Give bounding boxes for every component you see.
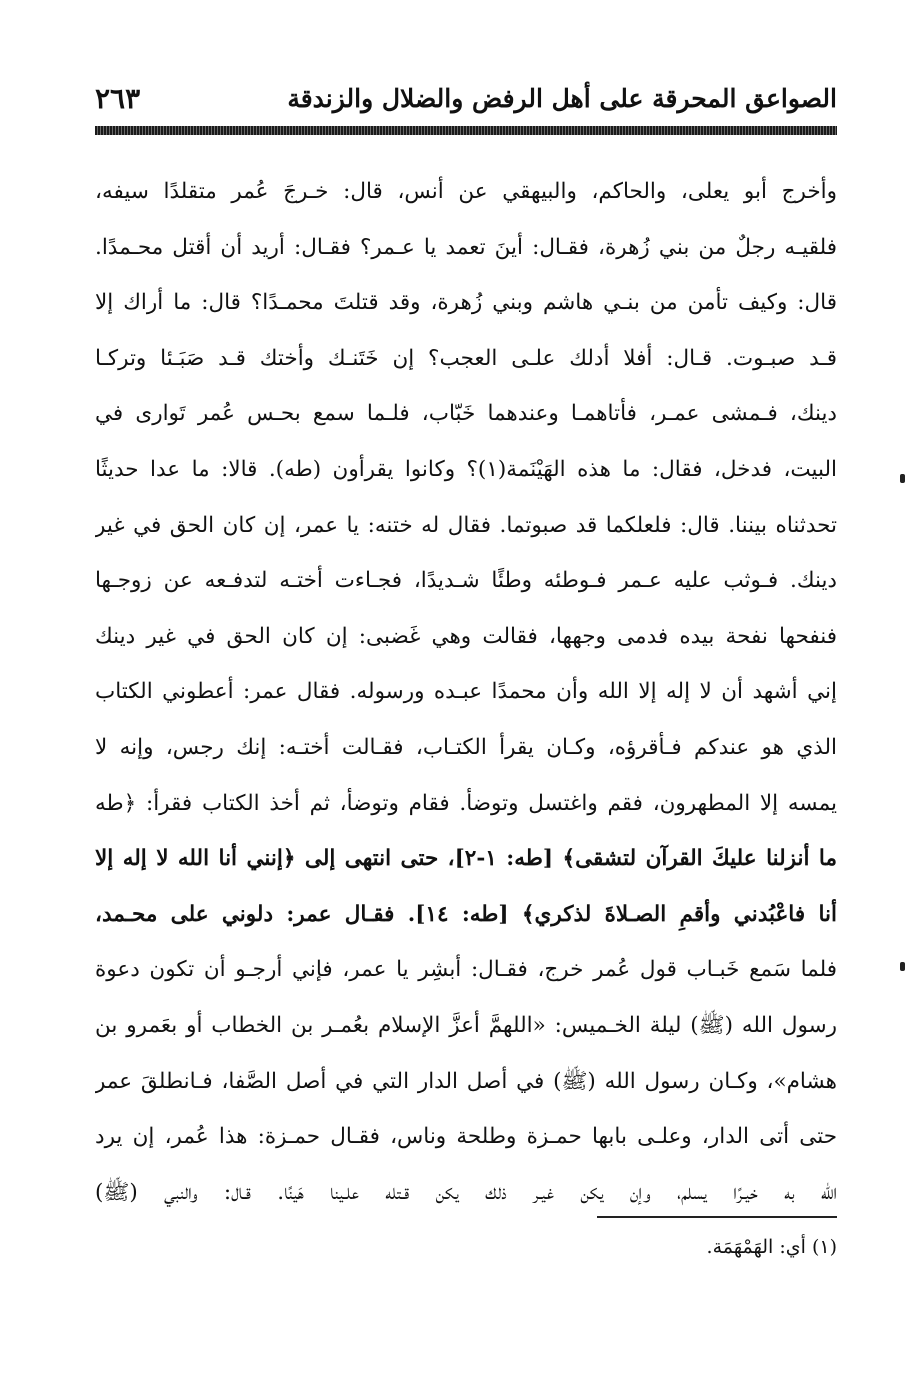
text-line: الذي هو عندكم فـأقرؤه، وكـان يقرأ الكتـاب، فقـالت أختـه: إنك رجس، وإنه لا xyxy=(95,734,837,760)
footnote: (١) أي: الهَمْهَمَة. xyxy=(706,1236,837,1258)
text-line: دينك. فـوثب عليه عـمر فـوطئه وطئًا شـديدًا، فجـاءت أختـه لتدفـعه عن زوجـها xyxy=(95,568,837,594)
text-line: دينك، فـمشى عمـر، فأتاهمـا وعندهما خَبّاب، فلـما سمع بحـس عُمر تَوارى في xyxy=(95,401,837,427)
text-line: فلما سَمع خَبـاب قول عُمر خرج، فقـال: أبشِر يا عمر، فإني أرجـو أن تكون دعوة xyxy=(95,957,837,983)
main-text xyxy=(95,172,837,1228)
header-rule xyxy=(95,126,837,135)
text-line: فنفحها نفحة بيده فدمى وجهها، فقالت وهي غَضبى: إن كان الحق في غير دينك xyxy=(95,623,837,649)
text-line: قال: وكيف تأمن من بنـي هاشم وبني زُهرة، وقد قتلتَ محمـدًا؟ قال: ما أراك إلا xyxy=(95,290,837,316)
text-line: يمسه إلا المطهرون، فقم واغتسل وتوضأ. فقام وتوضأ، ثم أخذ الكتاب فقرأ: ﴿طه xyxy=(95,790,837,816)
margin-dot xyxy=(900,962,905,971)
margin-dot xyxy=(900,474,905,483)
page-header xyxy=(95,78,837,118)
text-line: رسول الله (ﷺ) ليلة الخـميس: «اللهمَّ أعزَّ الإسلام بعُمـر بن الخطاب أو بعَمرو بن xyxy=(95,1012,837,1038)
text-line: فلقيـه رجلٌ من بني زُهرة، فقـال: أينَ تعمد يا عـمر؟ فقـال: أريد أن أقتل محـمدًا. xyxy=(95,234,837,260)
text-line: حتى أتى الدار، وعلـى بابها حمـزة وطلحة وناس، فقـال حمـزة: هذا عُمر، إن يرد xyxy=(95,1124,837,1150)
quran-verse-line: ما أنزلنا عليكَ القرآن لتشقى﴾ [طه: ١-٢]، حتى انتهى إلى ﴿إنني أنا الله لا إله إلا xyxy=(95,846,837,872)
page-number: ٢٦٣ xyxy=(95,81,141,115)
running-title: الصواعق المحرقة على أهل الرفض والضلال والزندقة xyxy=(287,83,837,113)
text-line: البيت، فدخل، فقال: ما هذه الهَيْنَمة(١)؟ وكانوا يقرأون (طه). قالا: ما عدا حديثًا xyxy=(95,456,837,482)
text-line: الله به خيـرًا يسلم، وإن يكن غيـر ذلك يكن قـتله علـينا هَينًا. قـال: والنبي (ﷺ) xyxy=(95,1179,837,1205)
text-line: قـد صبـوت. قـال: أفلا أدلك علـى العجب؟ إن خَتَنـك وأختك قـد صَبَـئا وتركـا xyxy=(95,345,837,371)
text-line: وأخرج أبو يعلى، والحاكم، والبيهقي عن أنس، قال: خـرجَ عُمر متقلدًا سيفه، xyxy=(95,179,837,204)
footnote-separator xyxy=(597,1216,837,1218)
text-line: هشام»، وكـان رسول الله (ﷺ) في أصل الدار التي في أصل الصَّفا، فـانطلقَ عمر xyxy=(95,1068,837,1094)
text-line: إني أشهد أن لا إله إلا الله وأن محمدًا عبـده ورسوله. فقال عمر: أعطوني الكتاب xyxy=(95,679,837,705)
quran-verse-line: أنا فاعْبُدني وأقمِ الصـلاةَ لذكري﴾ [طه: ١٤]. فقـال عمر: دلوني على محـمد، xyxy=(95,901,837,927)
text-line: تحدثناه بيننا. قال: فلعلكما قد صبوتما. فقال له ختنه: يا عمر، إن كان الحق في غير xyxy=(95,512,837,538)
